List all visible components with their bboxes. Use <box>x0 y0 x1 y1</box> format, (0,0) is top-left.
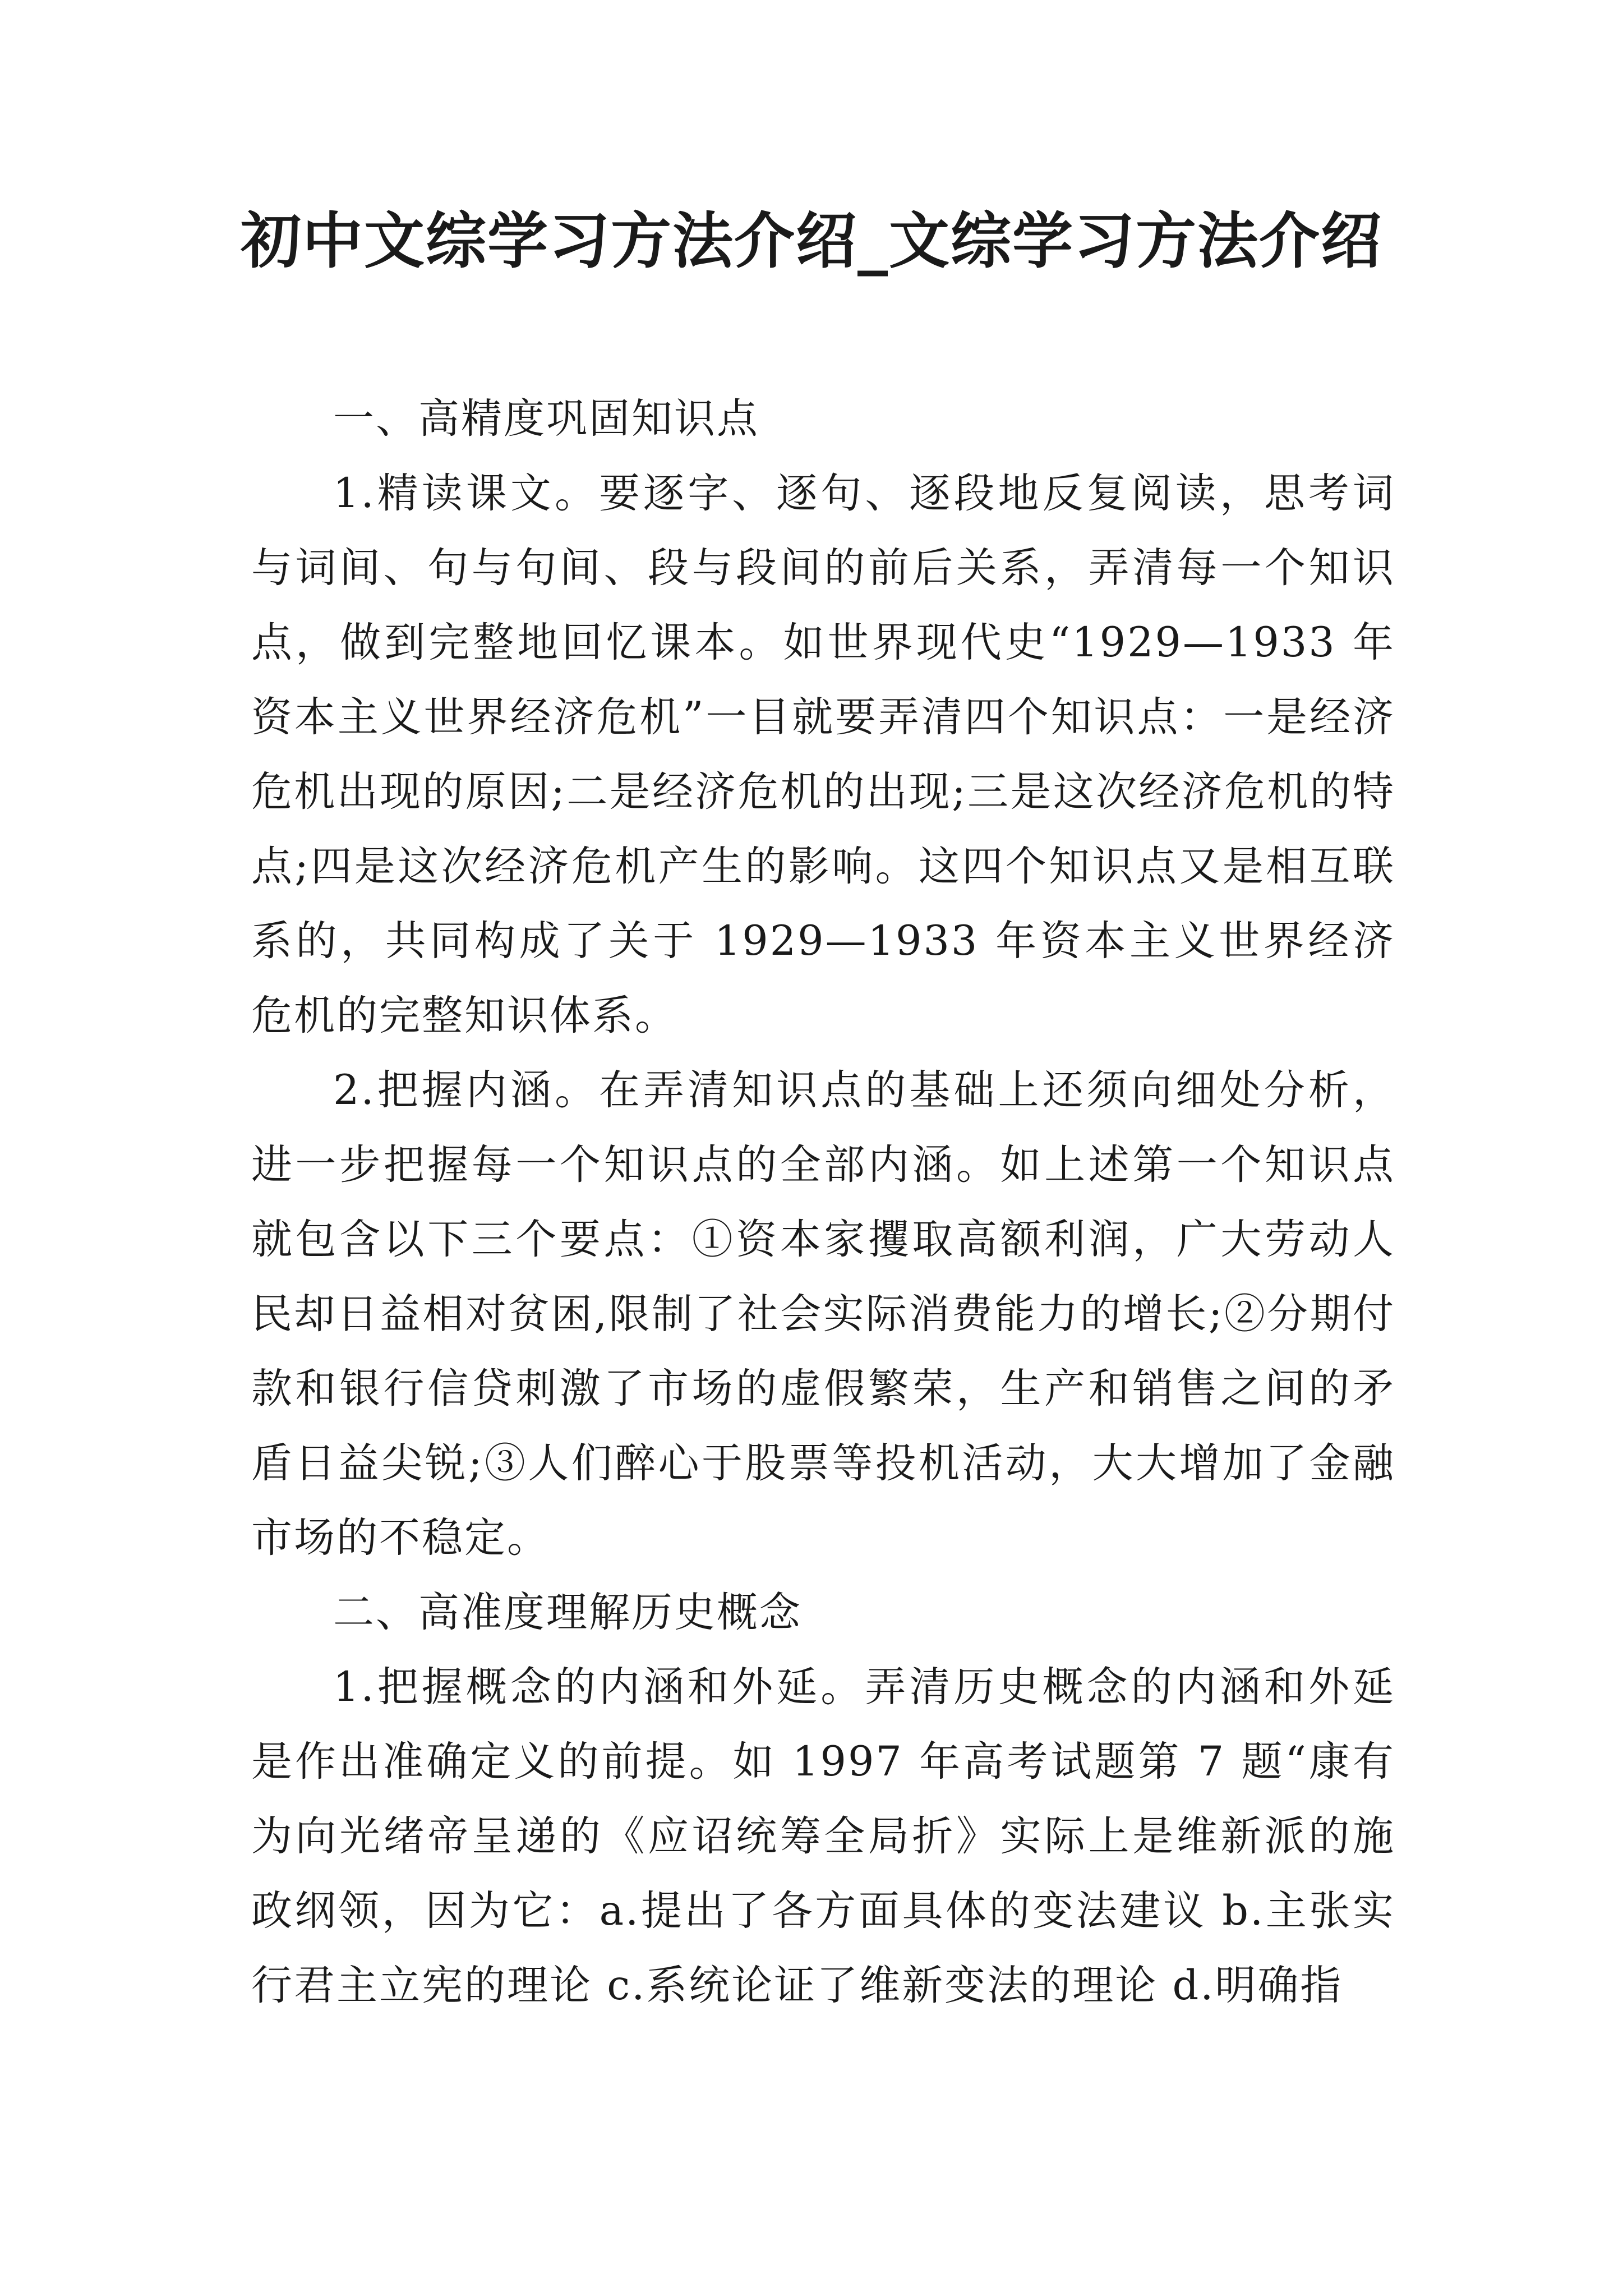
paragraph-grasp-connotation: 2.把握内涵。在弄清知识点的基础上还须向细处分析，进一步把握每一个知识点的全部内涵。如上述第一个知识点就包含以下三个要点：①资本家攫取高额利润，广大劳动人民却日益相对贫困,限制了社会实际消费能力的增长;②分期付款和银行信贷刺激了市场的虚假繁荣，生产和销售之间的矛盾日益尖锐;③人们醉心于股票等投机活动，大大增加了金融市场的不稳定。 <box>251 1066 1395 1562</box>
paragraph-close-reading: 1.精读课文。要逐字、逐句、逐段地反复阅读，思考词与词间、句与句间、段与段间的前后关系，弄清每一个知识点，做到完整地回忆课本。如世界现代史“1929—1933 年资本主义世界经济危机”一目就要弄清四个知识点：一是经济危机出现的原因;二是经济危机的出现;三是这次经济危机的特点;四是这次经济危机产生的影响。这四个知识点又是相互联系的，共同构成了关于 1929—1933 年资本主义世界经济危机的完整知识体系。 <box>251 470 1395 1039</box>
document-title: 初中文综学习方法介绍_文综学习方法介绍 <box>240 206 1382 277</box>
document-body <box>251 381 1395 2023</box>
section-heading-2: 二、高准度理解历史概念 <box>333 1589 802 1636</box>
paragraph-concept-extension: 1.把握概念的内涵和外延。弄清历史概念的内涵和外延是作出准确定义的前提。如 1997 年高考试题第 7 题“康有为向光绪帝呈递的《应诏统筹全局折》实际上是维新派的施政纲领，因为它：a.提出了各方面具体的变法建议 b.主张实行君主立宪的理论 c.系统论证了维新变法的理论 d.明确指 <box>251 1663 1395 2009</box>
section-heading-1: 一、高精度巩固知识点 <box>333 395 759 443</box>
